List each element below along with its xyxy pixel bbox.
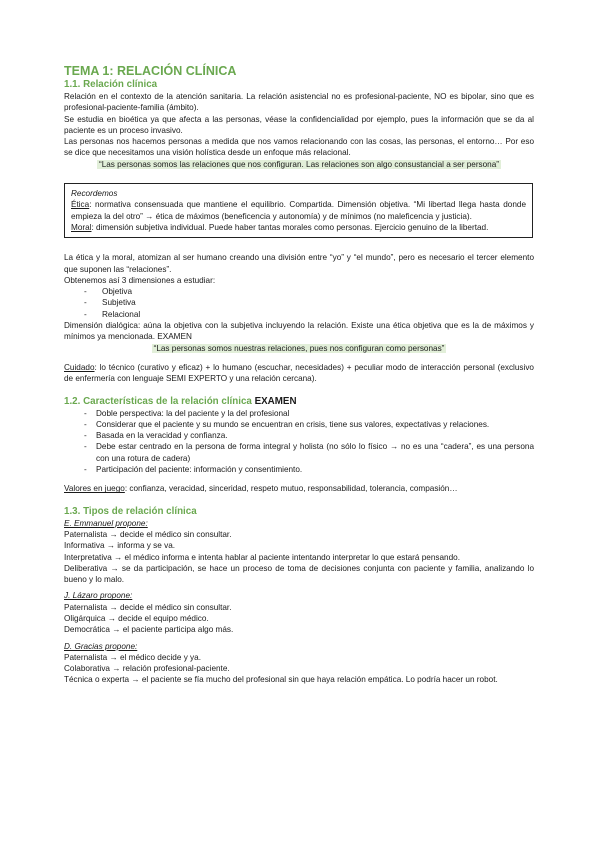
characteristics-list — [64, 408, 534, 476]
highlighted-quote: “Las personas somos las relaciones que nos configuran. Las relaciones son algo consustancial a ser persona” — [98, 159, 500, 169]
author-label: D. Gracias propone: — [64, 641, 138, 651]
list-item: - Participación del paciente: información y consentimiento. — [64, 464, 534, 475]
type-line: Paternalista → el médico decide y ya. — [64, 652, 201, 662]
section-heading-1-1: 1.1. Relación clínica — [64, 79, 158, 90]
etica-label: Ética — [71, 200, 90, 210]
list-item: - Subjetiva — [64, 297, 534, 308]
paragraph: Obtenemos así 3 dimensiones a estudiar: — [64, 275, 216, 285]
author-label: J. Lázaro propone: — [64, 591, 133, 601]
box-heading: Recordemos — [71, 189, 118, 199]
type-line: Informativa → informa y se va. — [64, 541, 176, 551]
moral-definition: Moral: dimensión subjetiva individual. Puede haber tantas morales como personas. Ejercicio genuino de la libertad. — [71, 222, 489, 232]
paragraph: Relación en el contexto de la atención sanitaria. La relación asistencial no es profesional-paciente, NO es bipolar, sino que es profesional-paciente-familia (ámbito). — [64, 92, 534, 113]
cuidado-label: Cuidado — [64, 362, 95, 372]
document-page — [64, 64, 534, 686]
type-line: Paternalista → decide el médico sin consultar. — [64, 602, 232, 612]
section-heading-1-3: 1.3. Tipos de relación clínica — [64, 505, 197, 517]
type-line: Deliberativa → se da participación, se hace un proceso de toma de decisiones conjunta con paciente y familia, analizando lo bueno y lo malo. — [64, 563, 534, 585]
list-item: - Debe estar centrado en la persona de forma integral y holista (no sólo lo físico → no es una “cadera”, es una persona con una rotura de cadera) — [64, 441, 534, 464]
list-item: - Objetiva — [64, 286, 534, 297]
list-item: - Doble perspectiva: la del paciente y la del profesional — [64, 408, 534, 419]
moral-label: Moral — [71, 222, 92, 232]
valores-line: Valores en juego: confianza, veracidad, sinceridad, respeto mutuo, responsabilidad, tolerancia, compasión… — [64, 484, 458, 494]
cuidado-definition: Cuidado: lo técnico (curativo y eficaz) + lo humano (escuchar, necesidades) + peculiar modo de interacción personal (exclusivo de enfermería con lenguaje SEMI EXPERTO y una relación cercana). — [64, 362, 534, 384]
paragraph: Las personas nos hacemos personas a medida que nos vamos relacionando con las cosas, las personas, el entorno… Por eso se dice que necesitamos una visión holística desde un enfoque más relacional. — [64, 137, 534, 158]
paragraph: Dimensión dialógica: aúna la objetiva con la subjetiva incluyendo la relación. Existe una ética objetiva que es la de máximos y mínimos ya mencionada. EXAMEN — [64, 321, 534, 342]
type-line: Técnica o experta → el paciente se fía mucho del profesional sin que haya relación empática. Lo podría hacer un robot. — [64, 675, 498, 685]
list-item: - Relacional — [64, 309, 534, 320]
author-label: E. Emmanuel propone: — [64, 518, 148, 528]
type-line: Oligárquica → decide el equipo médico. — [64, 613, 209, 623]
valores-label: Valores en juego — [64, 484, 125, 494]
list-item: - Basada en la veracidad y confianza. — [64, 430, 534, 441]
etica-definition: Ética: normativa consensuada que mantiene el equilibrio. Compartida. Dimensión objetiva. “Mi libertad llega hasta donde empieza la del otro” → ética de máximos (beneficencia y autonomía) y de mínimos (no maleficencia y justicia). — [71, 200, 526, 221]
list-item: - Considerar que el paciente y su mundo se encuentran en crisis, tiene sus valores, expectativas y relaciones. — [64, 419, 534, 430]
paragraph: La ética y la moral, atomizan al ser humano creando una división entre “yo” y “el mundo”, pero es necesario el tercer elemento que suponen las “relaciones”. — [64, 253, 534, 274]
type-line: Democrática → el paciente participa algo más. — [64, 625, 234, 635]
section-heading-1-2: 1.2. Características de la relación clínica EXAMEN — [64, 395, 297, 407]
page-title: TEMA 1: RELACIÓN CLÍNICA — [64, 64, 237, 78]
paragraph: Se estudia en bioética ya que afecta a las personas, véase la confidencialidad por ejemplo, pues la información que se da al paciente es un proceso invasivo. — [64, 114, 534, 135]
type-line: Colaborativa → relación profesional-paciente. — [64, 664, 230, 674]
type-line: Paternalista → decide el médico sin consultar. — [64, 529, 232, 539]
type-line: Interpretativa → el médico informa e intenta hablar al paciente intentando interpretar lo que estará pensando. — [64, 552, 460, 562]
highlighted-quote: “Las personas somos nuestras relaciones, pues nos configuran como personas” — [153, 343, 445, 353]
dimensions-list — [64, 286, 534, 320]
reminder-box — [64, 183, 533, 238]
